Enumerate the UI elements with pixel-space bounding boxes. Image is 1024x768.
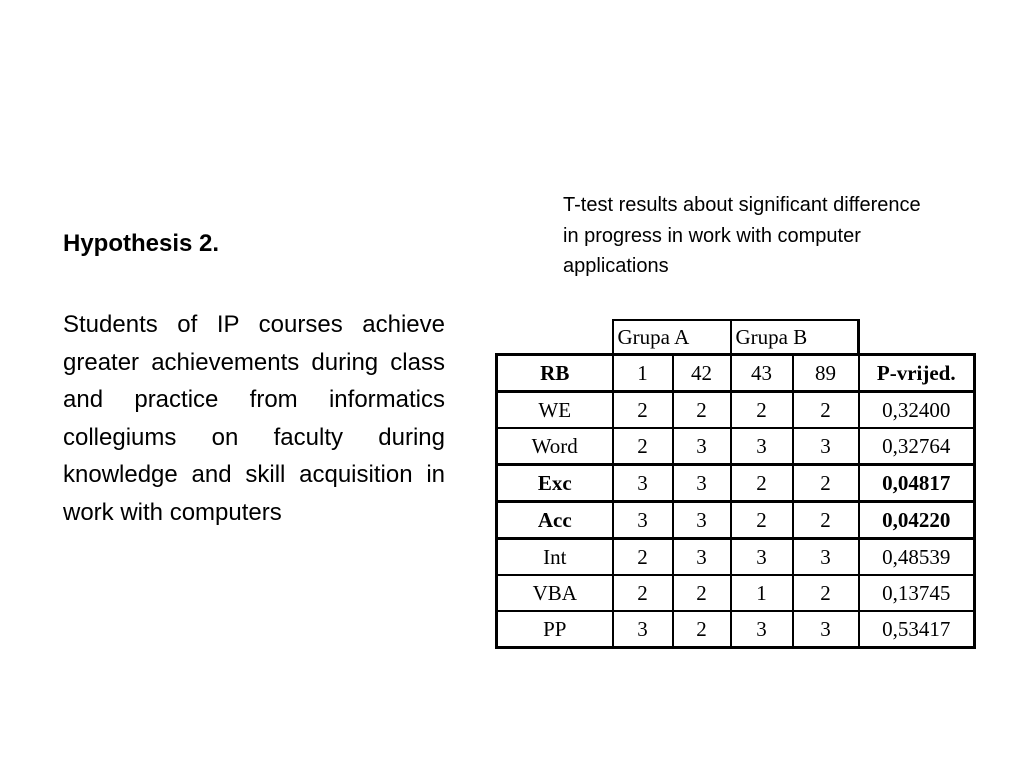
p-value-cell: 0,48539 [859, 539, 975, 576]
table-row [497, 392, 975, 429]
hypothesis-title: Hypothesis 2. [63, 230, 220, 257]
table-row [497, 502, 975, 539]
value-cell: 2 [673, 575, 731, 611]
header-cell-p-value: P-vrijed. [859, 355, 975, 392]
group-header-row [497, 320, 975, 355]
value-cell: 2 [613, 392, 673, 429]
header-cell: 42 [673, 355, 731, 392]
row-label-cell: Int [497, 539, 613, 576]
table-caption: T-test results about significant difference in progress in work with computer applications [563, 194, 921, 277]
row-label-cell: Acc [497, 502, 613, 539]
p-value-cell: 0,04817 [859, 465, 975, 502]
t-test-results-table [495, 319, 976, 649]
value-cell: 2 [673, 611, 731, 648]
value-cell: 3 [793, 611, 859, 648]
header-cell: 89 [793, 355, 859, 392]
empty-cell [859, 320, 975, 355]
table-row [497, 428, 975, 465]
value-cell: 3 [731, 428, 793, 465]
table-body [497, 392, 975, 648]
value-cell: 2 [793, 575, 859, 611]
group-a-label: Grupa A [613, 320, 731, 355]
p-value-cell: 0,32400 [859, 392, 975, 429]
row-label-cell: Word [497, 428, 613, 465]
value-cell: 2 [731, 502, 793, 539]
empty-cell [497, 320, 613, 355]
hypothesis-text: Students of IP courses achieve greater achievements during class and practice from informatics collegiums on faculty during knowledge and skill acquisition in work with computers [63, 311, 445, 526]
value-cell: 3 [673, 465, 731, 502]
row-label-cell: VBA [497, 575, 613, 611]
header-cell: 1 [613, 355, 673, 392]
value-cell: 1 [731, 575, 793, 611]
value-cell: 2 [673, 392, 731, 429]
p-value-cell: 0,32764 [859, 428, 975, 465]
table-row [497, 539, 975, 576]
header-cell-rb: RB [497, 355, 613, 392]
value-cell: 3 [613, 465, 673, 502]
value-cell: 3 [673, 539, 731, 576]
value-cell: 3 [613, 502, 673, 539]
p-value-cell: 0,53417 [859, 611, 975, 648]
p-value-cell: 0,13745 [859, 575, 975, 611]
row-label-cell: Exc [497, 465, 613, 502]
value-cell: 2 [613, 428, 673, 465]
value-cell: 2 [793, 392, 859, 429]
value-cell: 2 [793, 465, 859, 502]
value-cell: 2 [613, 575, 673, 611]
group-b-label: Grupa B [731, 320, 859, 355]
value-cell: 2 [731, 465, 793, 502]
column-header-row [497, 355, 975, 392]
value-cell: 3 [793, 428, 859, 465]
value-cell: 3 [673, 502, 731, 539]
table-row [497, 465, 975, 502]
value-cell: 3 [673, 428, 731, 465]
value-cell: 3 [793, 539, 859, 576]
value-cell: 3 [731, 611, 793, 648]
value-cell: 2 [731, 392, 793, 429]
value-cell: 3 [613, 611, 673, 648]
table-row [497, 611, 975, 648]
row-label-cell: PP [497, 611, 613, 648]
value-cell: 3 [731, 539, 793, 576]
value-cell: 2 [793, 502, 859, 539]
table-row [497, 575, 975, 611]
p-value-cell: 0,04220 [859, 502, 975, 539]
header-cell: 43 [731, 355, 793, 392]
value-cell: 2 [613, 539, 673, 576]
row-label-cell: WE [497, 392, 613, 429]
